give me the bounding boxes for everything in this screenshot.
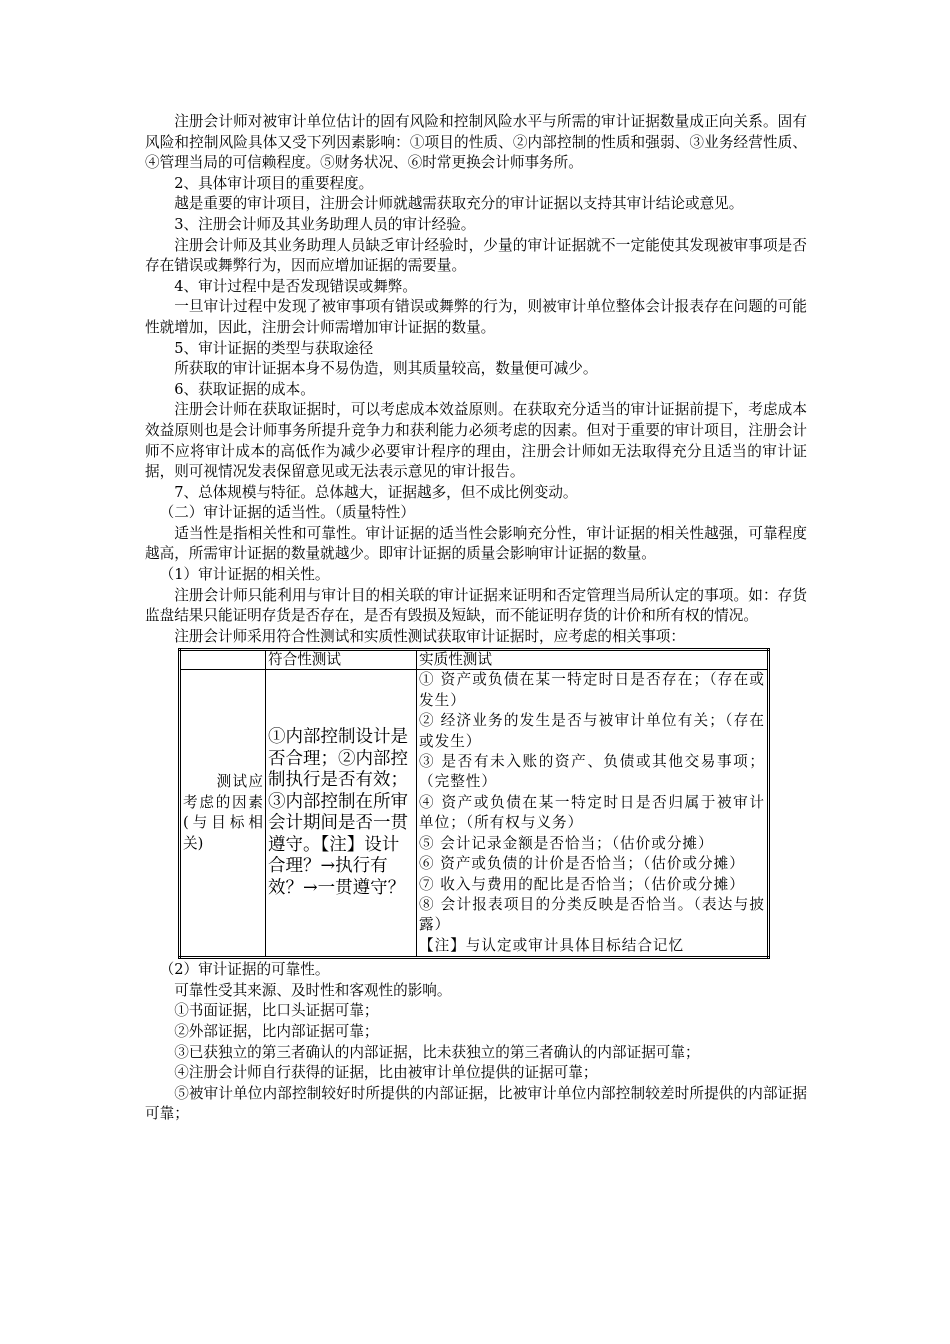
document-page — [145, 112, 807, 1125]
paragraph: 越是重要的审计项目，注册会计师就越需获取充分的审计证据以支持其审计结论或意见。 — [174, 195, 744, 213]
paragraph: （2）审计证据的可靠性。 — [159, 961, 330, 979]
paragraph: 7、总体规模与特征。总体越大，证据越多，但不成比例变动。 — [174, 483, 578, 501]
paragraph: （1）审计证据的相关性。 — [159, 566, 330, 584]
substantive-item: ⑦ 收入与费用的配比是否恰当；（估价或分摊） — [419, 875, 745, 893]
paragraph: 注册会计师对被审计单位估计的固有风险和控制风险水平与所需的审计证据数量成正向关系。固有风险和控制风险具体又受下列因素影响：①项目的性质、②内部控制的性质和强弱、③业务经营性质、④管理当局的可信赖程度。⑤财务状况、⑥时常更换会计师事务所。 — [145, 113, 807, 172]
bottom-paragraphs — [145, 960, 807, 1125]
paragraph: ④注册会计师自行获得的证据，比由被审计单位提供的证据可靠； — [174, 1064, 598, 1082]
substantive-item: ① 资产或负债在某一特定时日是否存在；（存在或发生） — [419, 671, 765, 709]
test-comparison-table — [178, 648, 770, 959]
paragraph: ⑤被审计单位内部控制较好时所提供的内部证据，比被审计单位内部控制较差时所提供的内部证据可靠； — [145, 1084, 807, 1123]
table-body-row — [180, 670, 769, 958]
paragraph: ③已获独立的第三者确认的内部证据，比未获独立的第三者确认的内部证据可靠； — [174, 1043, 700, 1061]
header-substantive-test: 实质性测试 — [417, 650, 769, 670]
paragraph: 6、获取证据的成本。 — [174, 380, 315, 398]
paragraph: 注册会计师只能利用与审计目的相关联的审计证据来证明和否定管理当局所认定的事项。如：存货监盘结果只能证明存货是否存在，是否有毁损及短缺，而不能证明存货的计价和所有权的情况。 — [145, 586, 807, 625]
top-paragraphs — [145, 112, 807, 647]
header-compliance-test: 符合性测试 — [266, 650, 417, 670]
substantive-item: ⑧ 会计报表项目的分类反映是否恰当。（表达与披露） — [419, 895, 765, 934]
substantive-item: ④ 资产或负债在某一特定时日是否归属于被审计单位；（所有权与义务） — [419, 793, 765, 832]
paragraph: （二）审计证据的适当性。（质量特性） — [159, 504, 415, 522]
substantive-item: ③ 是否有未入账的资产、负债或其他交易事项；（完整性） — [419, 753, 765, 791]
header-blank-cell — [180, 650, 266, 670]
substantive-test-cell — [417, 670, 769, 958]
substantive-items — [419, 670, 765, 956]
paragraph: ②外部证据，比内部证据可靠； — [174, 1022, 379, 1040]
paragraph: 注册会计师采用符合性测试和实质性测试获取审计证据时，应考虑的相关事项： — [174, 627, 685, 645]
substantive-item: ⑥ 资产或负债的计价是否恰当；（估价或分摊） — [419, 855, 745, 873]
paragraph: 3、注册会计师及其业务助理人员的审计经验。 — [174, 215, 476, 233]
paragraph: ①书面证据，比口头证据可靠； — [174, 1002, 379, 1020]
paragraph: 可靠性受其来源、及时性和客观性的影响。 — [174, 981, 452, 999]
paragraph: 注册会计师及其业务助理人员缺乏审计经验时，少量的审计证据就不一定能使其发现被审事项是否存在错误或舞弊行为，因而应增加证据的需要量。 — [145, 236, 807, 275]
row-label-cell — [180, 670, 266, 958]
paragraph: 4、审计过程中是否发现错误或舞弊。 — [174, 277, 417, 295]
paragraph: 注册会计师在获取证据时，可以考虑成本效益原则。在获取充分适当的审计证据前提下，考虑成本效益原则也是会计师事务所提升竞争力和获利能力必须考虑的因素。但对于重要的审计项目，注册会计师不应将审计成本的高低作为减少必要审计程序的理由，注册会计师如无法取得充分且适当的审计证据，则可视情况发表保留意见或无法表示意见的审计报告。 — [145, 401, 807, 481]
table-header-row — [180, 650, 769, 670]
paragraph: 适当性是指相关性和可靠性。审计证据的适当性会影响充分性，审计证据的相关性越强，可靠程度越高，所需审计证据的数量就越少。即审计证据的质量会影响审计证据的数量。 — [145, 524, 807, 563]
paragraph: 5、审计证据的类型与获取途径 — [174, 339, 374, 357]
compliance-test-cell: ①内部控制设计是否合理；②内部控制执行是否有效；③内部控制在所审会计期间是否一贯遵守。【注】设计合理？→执行有效？→一贯遵守？ — [266, 670, 417, 958]
substantive-item: ⑤ 会计记录金额是否恰当；（估价或分摊） — [419, 834, 714, 852]
substantive-item: 【注】与认定或审计具体目标结合记忆 — [419, 936, 685, 954]
paragraph: 所获取的审计证据本身不易伪造，则其质量较高，数量便可减少。 — [174, 360, 598, 378]
row-label: 测试应考虑的因素(与目标相关) — [183, 773, 263, 852]
paragraph: 2、具体审计项目的重要程度。 — [174, 174, 374, 192]
substantive-item: ② 经济业务的发生是否与被审计单位有关；（存在或发生） — [419, 712, 765, 750]
paragraph: 一旦审计过程中发现了被审事项有错误或舞弊的行为，则被审计单位整体会计报表存在问题的可能性就增加，因此，注册会计师需增加审计证据的数量。 — [145, 298, 807, 336]
